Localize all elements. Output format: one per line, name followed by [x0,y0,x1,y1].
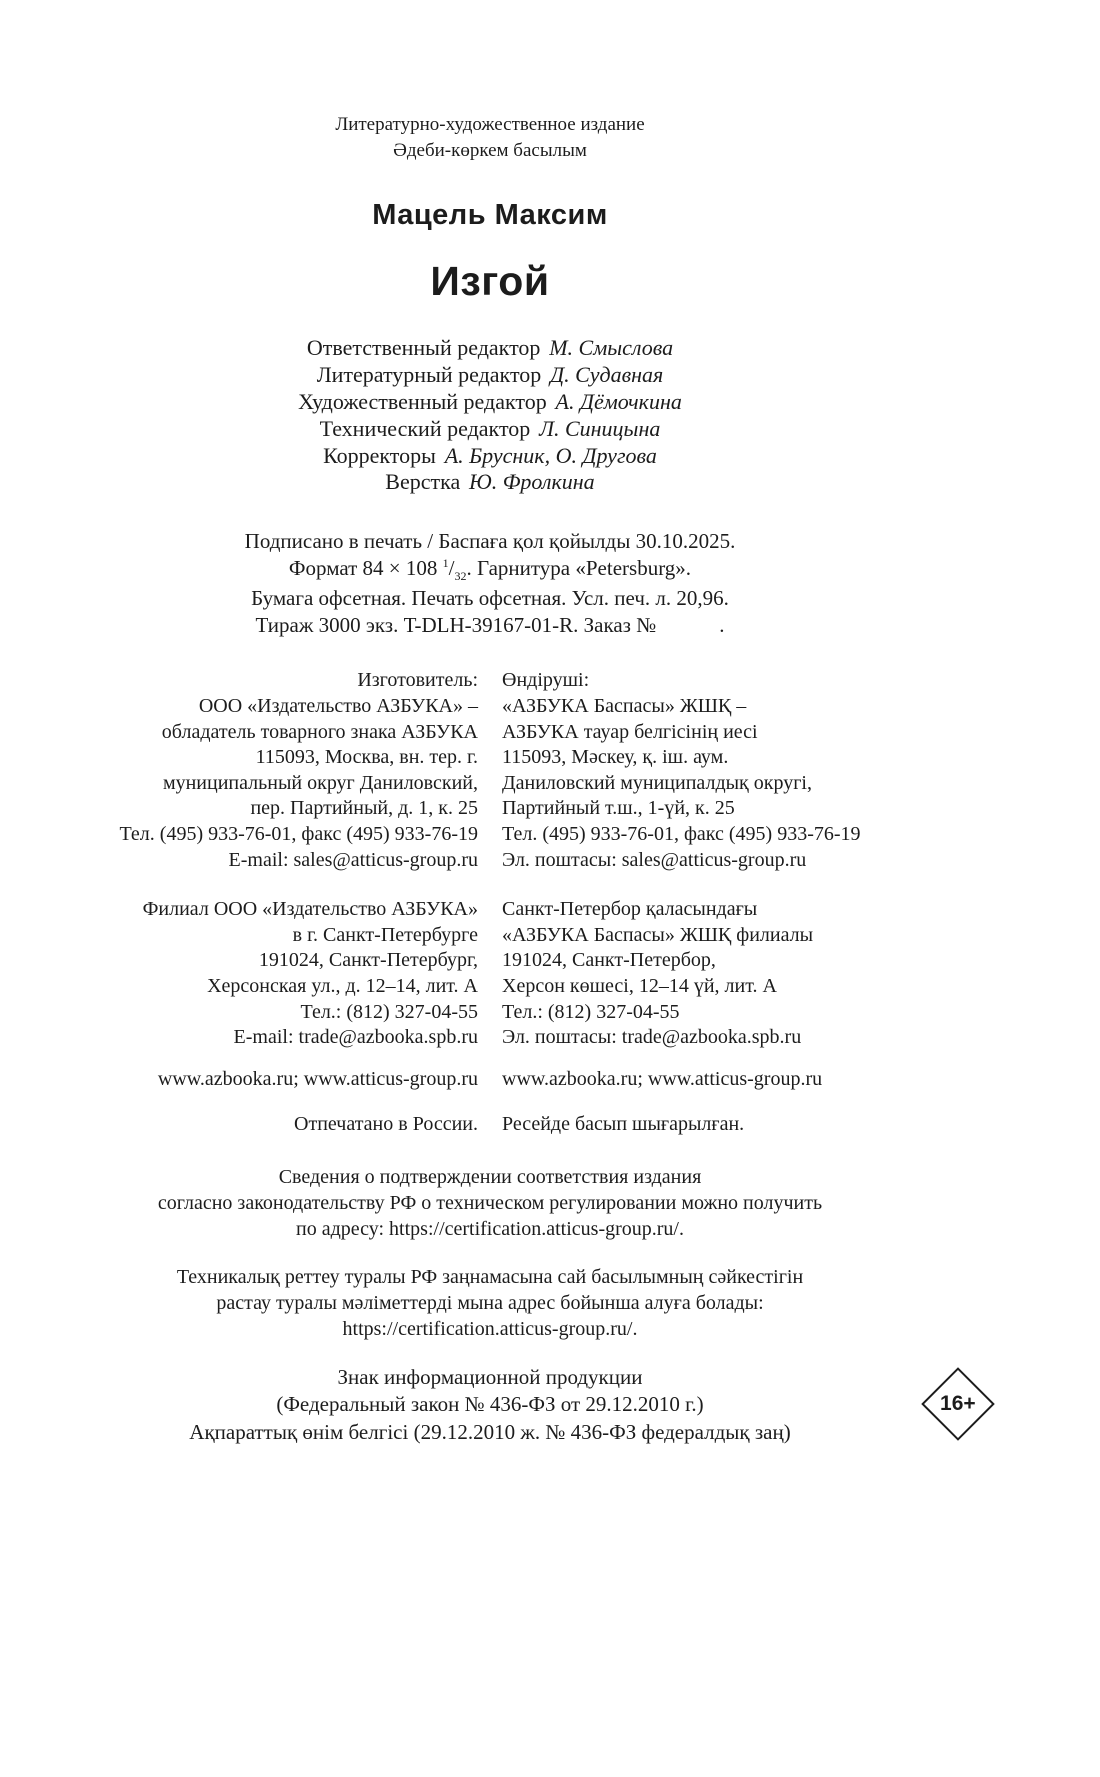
websites-row [100,1067,880,1093]
age-info-line: Знак информационной продукции [337,1364,643,1389]
staff-role: Корректоры [323,442,436,468]
websites-kz: www.azbooka.ru; www.atticus-group.ru [502,1067,823,1090]
manufacturer-ru-line: ООО «Издательство АЗБУКА» – [198,695,478,718]
manufacturer-kz-line: Даниловский муниципалдық округі, [502,771,812,794]
branch-ru-line: в г. Санкт-Петербурге [292,923,478,946]
format-numerator: 1 [442,556,449,571]
age-rating-badge [921,1367,995,1441]
staff-row [100,416,880,443]
manufacturer-kz-line: Партийный т.ш., 1-үй, к. 25 [502,797,735,820]
staff-role: Художественный редактор [298,388,547,414]
staff-role: Верстка [385,469,461,495]
branch-ru-email: E-mail: trade@azbooka.spb.ru [233,1026,478,1049]
manufacturer-ru-line: пер. Партийный, д. 1, к. 25 [250,797,478,820]
edition-type-ru: Литературно-художественное издание [335,114,645,135]
certification-kz-line: растау туралы мәліметтерді мына адрес бойынша алуға болады: [216,1291,764,1314]
manufacturer-ru-email: E-mail: sales@atticus-group.ru [228,848,478,871]
age-rating-block [100,1364,976,1446]
manufacturer-block [100,668,880,873]
staff-list [100,335,880,496]
manufacturer-kz-line: «АЗБУКА Баспасы» ЖШҚ – [502,695,747,718]
staff-row [100,469,880,496]
manufacturer-kz-phone: Тел. (495) 933-76-01, факс (495) 933-76-19 [502,822,861,845]
format-denominator: 32 [454,569,467,584]
printed-kz: Ресейде басып шығарылған. [502,1113,745,1136]
branch-ru [100,897,478,1051]
staff-person: Ю. Фролкина [469,469,595,495]
manufacturer-kz [502,668,880,873]
format-slash: / [448,556,455,581]
branch-block [100,897,880,1051]
staff-person: А. Дёмочкина [555,388,682,414]
manufacturer-ru-line: Изготовитель: [357,669,478,692]
paper-line: Бумага офсетная. Печать офсетная. Усл. печ. л. 20,96. [251,585,729,610]
branch-kz [502,897,880,1051]
manufacturer-ru-line: 115093, Москва, вн. тер. г. [255,746,478,769]
age-rating-label: 16+ [940,1391,976,1415]
branch-kz-line: Херсон көшесі, 12–14 үй, лит. А [502,974,777,997]
staff-person: Д. Судавная [550,362,664,388]
book-title: Изгой [430,258,550,305]
author-name: Мацель Максим [372,199,608,232]
staff-row [100,389,880,416]
format-prefix: Формат 84 × 108 [288,556,443,581]
staff-role: Литературный редактор [316,362,542,388]
edition-type-kz: Әдеби-көркем басылым [393,139,587,161]
staff-person: М. Смыслова [549,335,674,361]
print-run-line: Тираж 3000 экз. T-DLH-39167-01-R. Заказ № . [255,612,725,637]
staff-row [100,362,880,389]
format-line [100,555,880,585]
branch-ru-line: Херсонская ул., д. 12–14, лит. А [207,974,478,997]
branch-ru-phone: Тел.: (812) 327-04-55 [300,1000,478,1023]
branch-kz-phone: Тел.: (812) 327-04-55 [502,1000,680,1023]
manufacturer-ru-phone: Тел. (495) 933-76-01, факс (495) 933-76-19 [119,822,478,845]
certification-kz [100,1264,880,1342]
certification-kz-url: https://certification.atticus-group.ru/. [342,1317,638,1340]
staff-person: А. Брусник, О. Другова [444,442,657,468]
branch-kz-email: Эл. поштасы: trade@azbooka.spb.ru [502,1026,802,1049]
certification-kz-line: Техникалық реттеу туралы РФ заңнамасына сай басылымның сәйкестігін [176,1265,804,1288]
manufacturer-ru-line: обладатель товарного знака АЗБУКА [161,720,478,743]
branch-kz-line: Санкт-Петербор қаласындағы [502,898,758,921]
manufacturer-kz-email: Эл. поштасы: sales@atticus-group.ru [502,848,807,871]
staff-role: Технический редактор [319,415,531,441]
certification-ru [100,1164,880,1242]
manufacturer-kz-line: 115093, Мәскеу, қ. іш. аум. [502,746,729,769]
manufacturer-kz-line: Өндіруші: [502,669,590,692]
printed-ru: Отпечатано в России. [294,1113,478,1136]
manufacturer-ru [100,668,478,873]
branch-kz-line: «АЗБУКА Баспасы» ЖШҚ филиалы [502,923,814,946]
age-info-line: Ақпараттық өнім белгісі (29.12.2010 ж. № 436-ФЗ федералдық заң) [189,1419,791,1444]
certification-ru-line: Сведения о подтверждении соответствия издания [278,1165,702,1188]
branch-kz-line: 191024, Санкт-Петербор, [502,949,716,972]
certification-ru-line: согласно законодательству РФ о техническом регулировании можно получить [157,1191,823,1214]
staff-row [100,443,880,470]
staff-person: Л. Синицына [539,415,661,441]
manufacturer-kz-line: АЗБУКА тауар белгісінің иесі [502,720,758,743]
branch-ru-line: 191024, Санкт-Петербург, [258,949,478,972]
staff-role: Ответственный редактор [306,335,541,361]
content-column [100,112,976,1446]
age-info-line: (Федеральный закон № 436-ФЗ от 29.12.2010 г.) [276,1392,704,1417]
certification-ru-url: по адресу: https://certification.atticus-group.ru/. [296,1217,684,1240]
branch-ru-line: Филиал ООО «Издательство АЗБУКА» [142,898,478,921]
print-details [100,528,880,638]
print-date-line: Подписано в печать / Баспаға қол қойылды 30.10.2025. [244,529,736,554]
printed-row [100,1112,880,1138]
websites-ru: www.azbooka.ru; www.atticus-group.ru [157,1067,478,1090]
manufacturer-ru-line: муниципальный округ Даниловский, [162,771,478,794]
staff-row [100,335,880,362]
format-suffix: . Гарнитура «Petersburg». [466,556,692,581]
